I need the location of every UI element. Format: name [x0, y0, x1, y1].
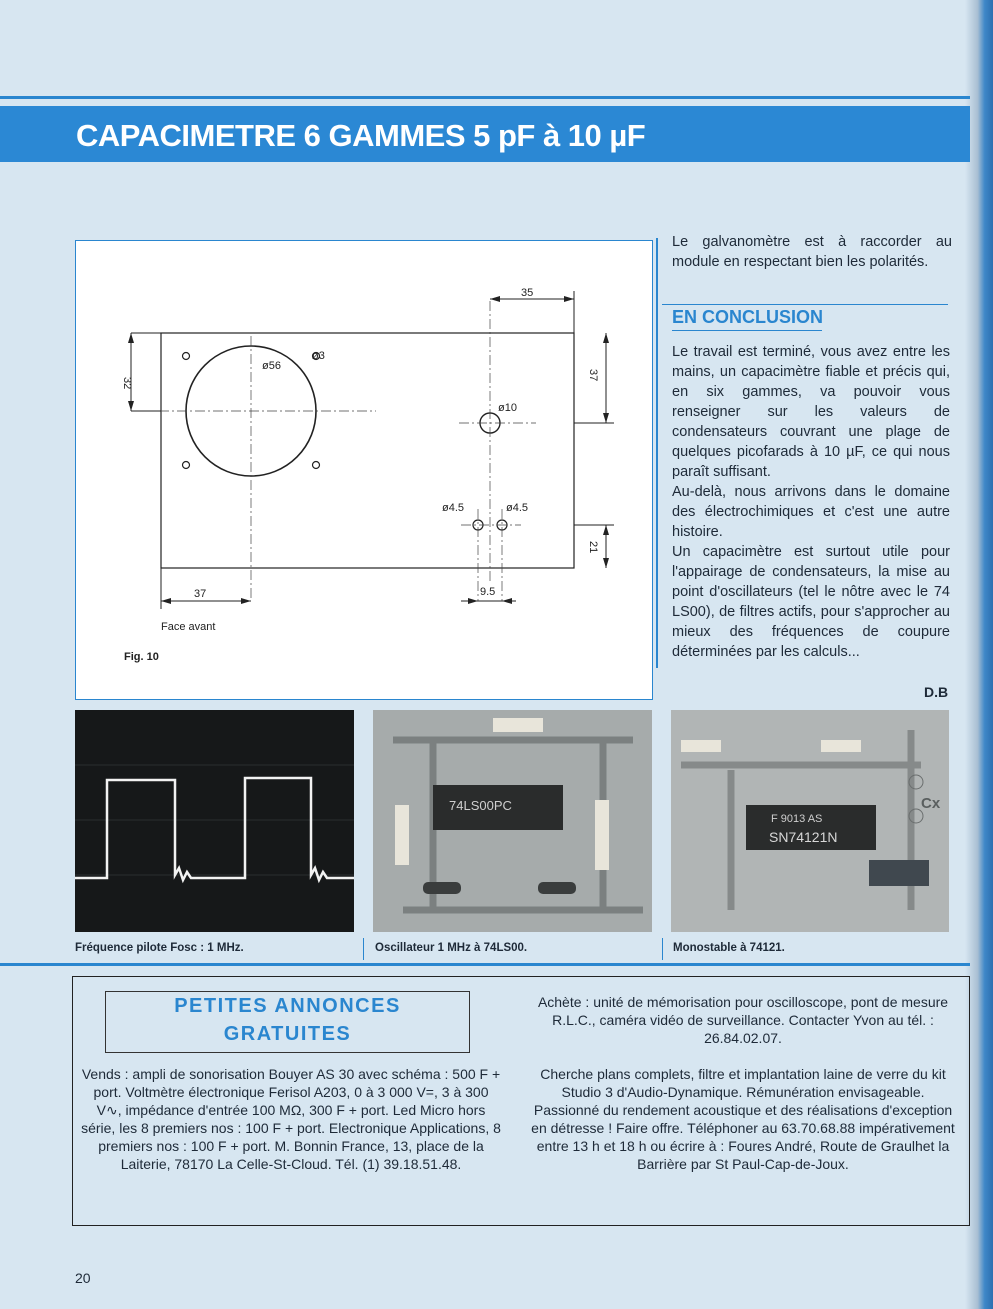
- label-hole-3: ø3: [312, 350, 325, 362]
- dim-37-bottom: 37: [194, 588, 207, 600]
- section-title: EN CONCLUSION: [672, 307, 824, 327]
- cx-label: Cx: [921, 795, 941, 812]
- top-rule: [0, 96, 970, 99]
- conclusion-paragraph-1: Le travail est terminé, vous avez entre les mains, un capacimètre fiable et précis qui, en six gammes, va pouvoir vous renseigner sur les valeurs de condensateurs couvrant une plage de quelques picofarads à 10 µF, ce qui nous paraît suffisant.: [672, 344, 950, 480]
- dim-21: 21: [587, 541, 599, 554]
- conclusion-paragraph-3: Un capacimètre est surtout utile pour l'appairage de condensateurs, la mise au point d'oscillateurs (tel le nôtre avec le 74 LS00), de filtres actifs, pour s'approcher au mieux des fréquences de coupure déterminées par les calculs...: [672, 544, 950, 660]
- author-signature: D.B: [924, 684, 949, 700]
- ad-vends: Vends : ampli de sonorisation Bouyer AS 30 avec schéma : 500 F + port. Voltmètre électronique Ferisol A203, 0 à 3 000 V=, 3 à 300 V∿, impédance d'entrée 100 MΩ, 300 F + port. Led Micro hors série, les 8 premiers nos : 100 F + port. Electronique Applications, 8 premiers nos : 100 F + port. M. Bonnin France, 13, place de la Laiterie, 78170 La Celle-St-Cloud. Tél. (1) 39.18.51.48.: [81, 1066, 501, 1172]
- chip-74ls00-label: 74LS00PC: [449, 798, 512, 813]
- monostable-board-drawing: [671, 710, 949, 932]
- dim-32: 32: [121, 377, 133, 390]
- hole-3-tl: [183, 353, 190, 360]
- page-number: 20: [75, 1270, 91, 1286]
- label-hole-10: ø10: [498, 402, 517, 414]
- monostable-board-photo: [671, 710, 949, 932]
- oscillator-board-drawing: [373, 710, 652, 932]
- caption-divider-2: [662, 938, 663, 960]
- ads-title-line-2: GRATUITES: [223, 1023, 352, 1045]
- section-underline: [672, 330, 822, 331]
- page-title: CAPACIMETRE 6 GAMMES 5 pF à 10 µF: [76, 118, 646, 153]
- dim-37-right: 37: [587, 369, 599, 382]
- column-rule: [656, 238, 658, 668]
- square-wave-trace: [75, 710, 354, 932]
- label-hole-4-5-left: ø4.5: [442, 502, 465, 514]
- caption-divider-1: [363, 938, 364, 960]
- ads-title-box: [105, 991, 470, 1053]
- chip-74121-label: SN74121N: [769, 829, 838, 845]
- conclusion-paragraph-2: Au-delà, nous arrivons dans le domaine des électrochimiques et c'est une autre histoire.: [672, 484, 950, 540]
- panel-outline: [161, 333, 574, 568]
- figure-10-panel: [75, 240, 653, 700]
- label-hole-56: ø56: [262, 360, 281, 372]
- oscillator-board-photo: [373, 710, 652, 932]
- ad-cherche: Cherche plans complets, filtre et implantation laine de verre du kit Studio 3 d'Audio-Dynamique. Rémunération envisageable. Passionné du rendement acoustique et des réalisations d'exception en détresse ! Faire offre. Téléphoner au 63.70.68.88 impérativement entre 13 h et 18 h ou écrire à : Foures André, Route de Graulhet la Barrière par St Paul-Cap-de-Joux.: [531, 1066, 955, 1172]
- dim-35: 35: [521, 287, 534, 299]
- hole-3-bl: [183, 462, 190, 469]
- figure-caption-face: Face avant: [161, 621, 216, 633]
- intro-column: [662, 232, 952, 272]
- bottom-rule: [0, 963, 970, 966]
- ads-title-line-1: PETITES ANNONCES: [174, 995, 401, 1017]
- chip-9013-label: F 9013 AS: [771, 813, 823, 825]
- title-banner: [0, 106, 970, 162]
- section-heading: [662, 304, 948, 331]
- oscilloscope-photo: [75, 710, 354, 932]
- caption-oscillator: Oscillateur 1 MHz à 74LS00.: [375, 942, 528, 954]
- dim-9-5: 9.5: [480, 586, 496, 598]
- classified-ads-box: [72, 976, 970, 1226]
- ad-achete: Achète : unité de mémorisation pour oscilloscope, pont de mesure R.L.C., caméra vidéo de surveillance. Contacter Yvon au tél. : 26.84.02.07.: [537, 994, 949, 1046]
- intro-paragraph: Le galvanomètre est à raccorder au module en respectant bien les polarités.: [672, 234, 952, 270]
- label-hole-4-5-right: ø4.5: [506, 502, 529, 514]
- figure-number: Fig. 10: [124, 651, 159, 663]
- caption-oscilloscope: Fréquence pilote Fosc : 1 MHz.: [75, 942, 244, 954]
- caption-monostable: Monostable à 74121.: [673, 942, 785, 954]
- hole-3-br: [313, 462, 320, 469]
- conclusion-body: [672, 342, 950, 662]
